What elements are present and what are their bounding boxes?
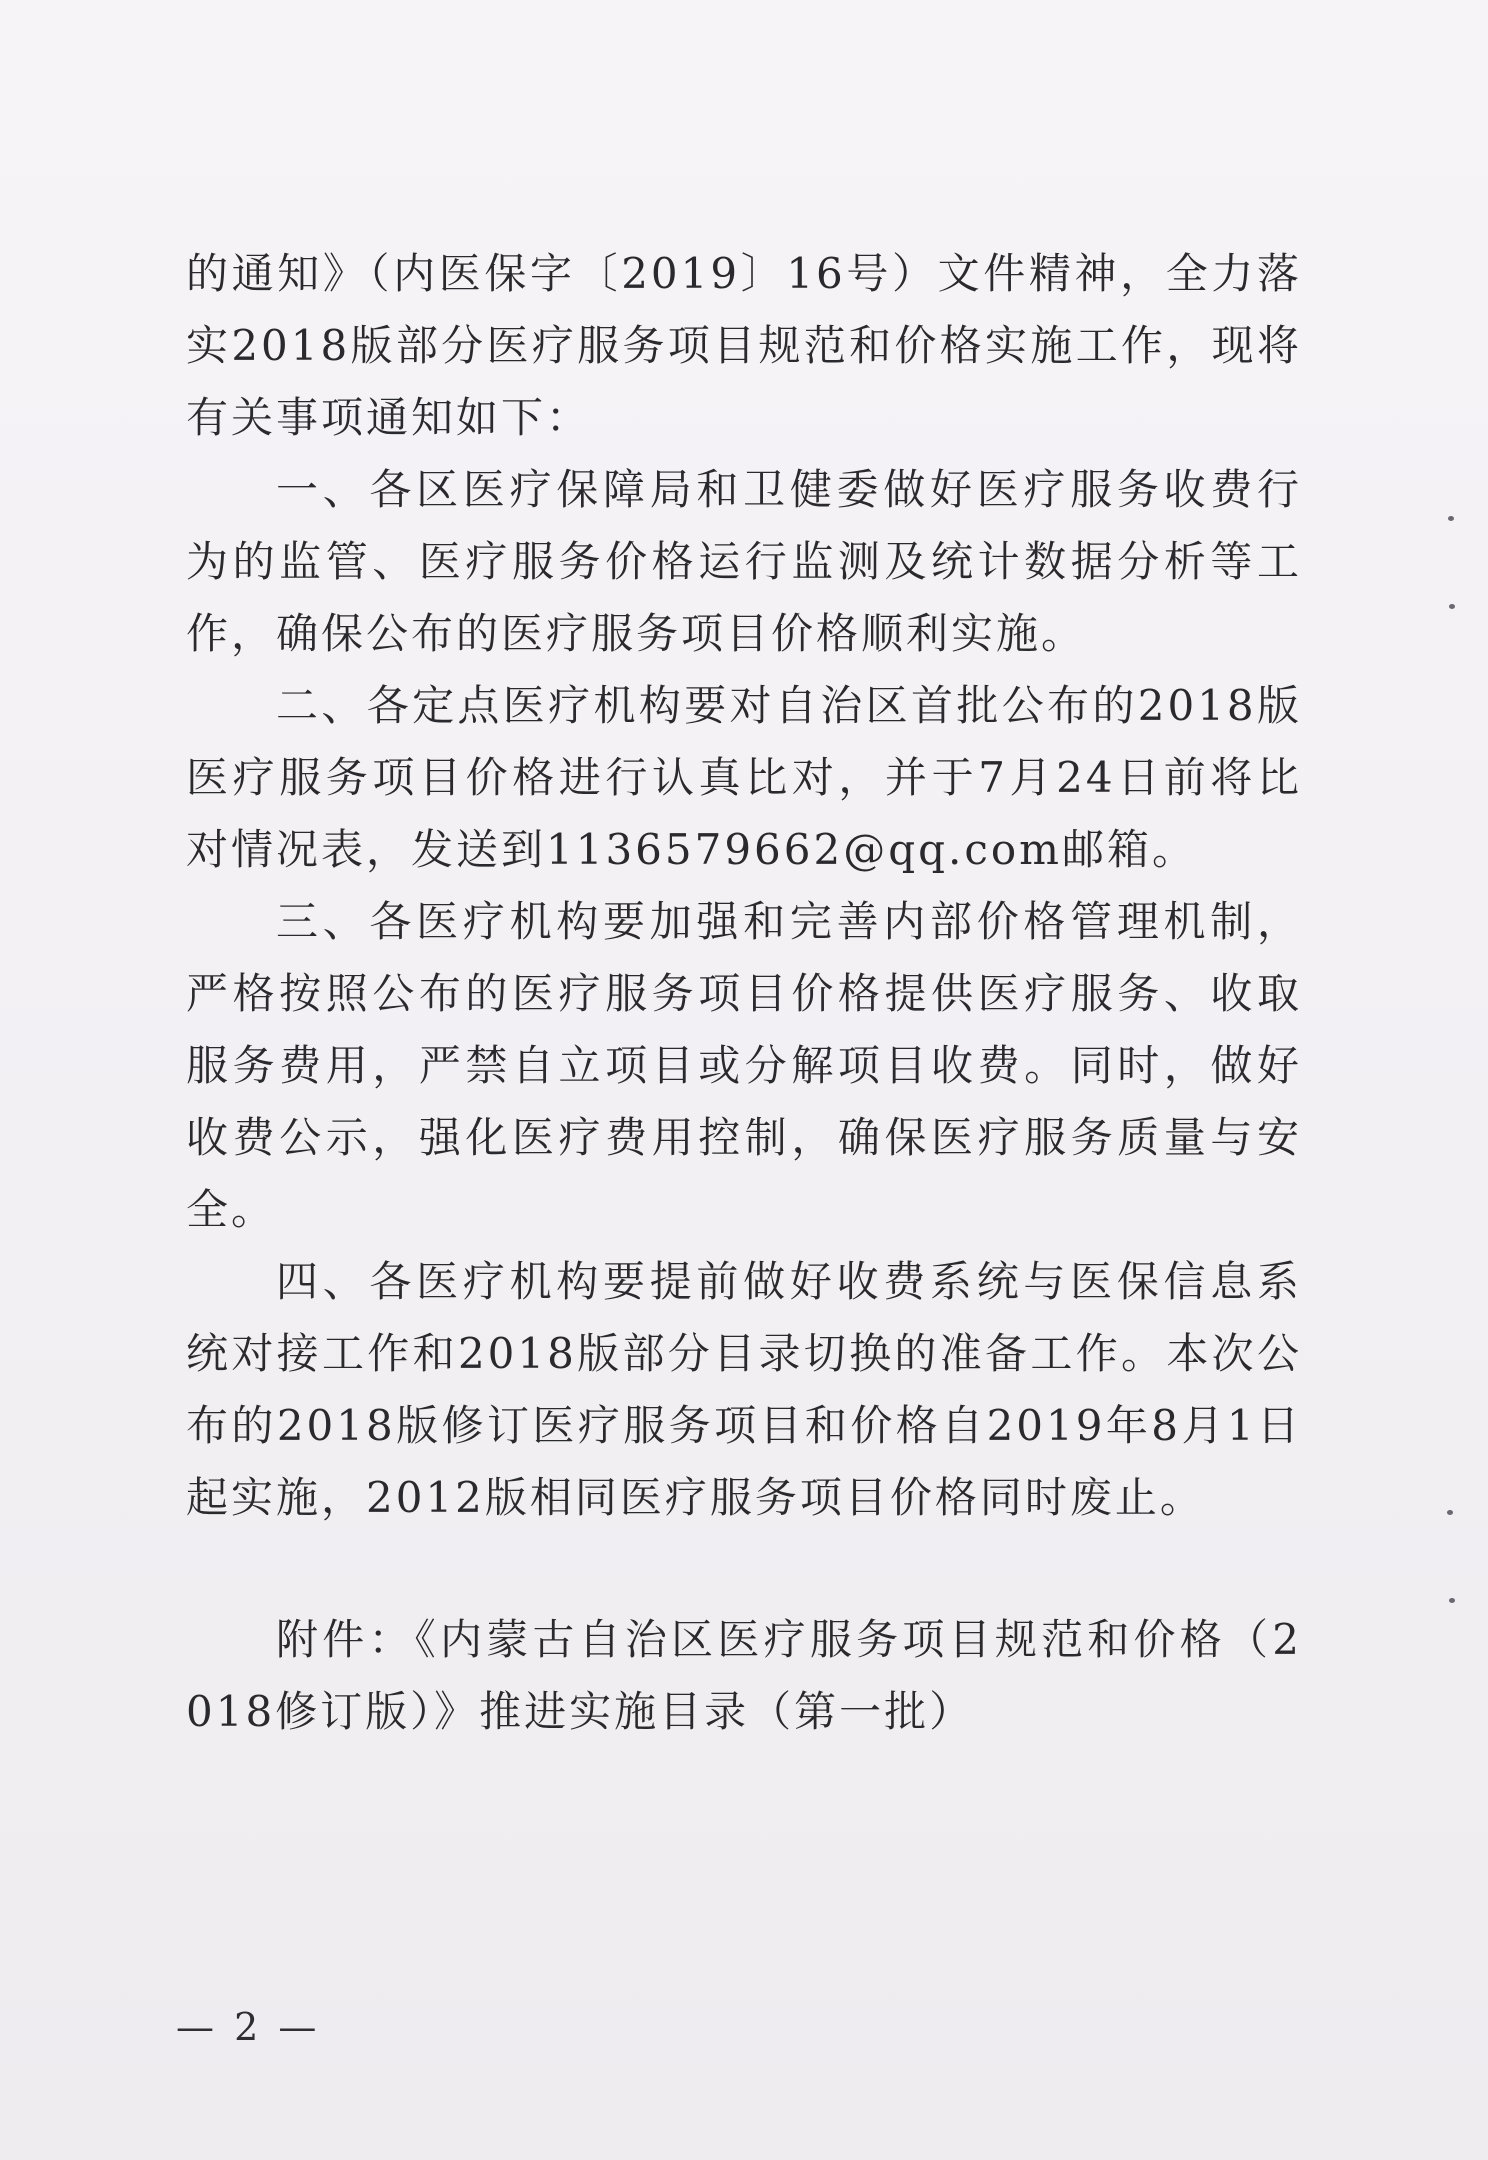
document-body [186,238,1302,1748]
page-number: — 2 — [176,2005,321,2049]
item-paragraph-2: 二、各定点医疗机构要对自治区首批公布的2018版医疗服务项目价格进行认真比对，并于7月24日前将比对情况表，发送到1136579662@qq.com邮箱。 [186,681,1302,874]
intro-paragraph: 的通知》（内医保字〔2019〕16号）文件精神，全力落实2018版部分医疗服务项目规范和价格实施工作，现将有关事项通知如下： [186,249,1302,442]
attachment-paragraph: 附件：《内蒙古自治区医疗服务项目规范和价格（2018修订版）》推进实施目录（第一批） [186,1615,1302,1736]
spacer [186,1534,1302,1604]
scan-speck [1449,604,1455,609]
scan-speck [1449,1598,1455,1603]
item-paragraph-4: 四、各医疗机构要提前做好收费系统与医保信息系统对接工作和2018版部分目录切换的准备工作。本次公布的2018版修订医疗服务项目和价格自2019年8月1日起实施，2012版相同医疗服务项目价格同时废止。 [186,1257,1302,1522]
item-paragraph-3: 三、各医疗机构要加强和完善内部价格管理机制，严格按照公布的医疗服务项目价格提供医疗服务、收取服务费用，严禁自立项目或分解项目收费。同时，做好收费公示，强化医疗费用控制，确保医疗服务质量与安全。 [186,897,1302,1234]
item-paragraph-1: 一、各区医疗保障局和卫健委做好医疗服务收费行为的监管、医疗服务价格运行监测及统计数据分析等工作，确保公布的医疗服务项目价格顺利实施。 [186,465,1302,658]
scan-speck [1448,516,1454,521]
scan-speck [1447,1510,1453,1515]
